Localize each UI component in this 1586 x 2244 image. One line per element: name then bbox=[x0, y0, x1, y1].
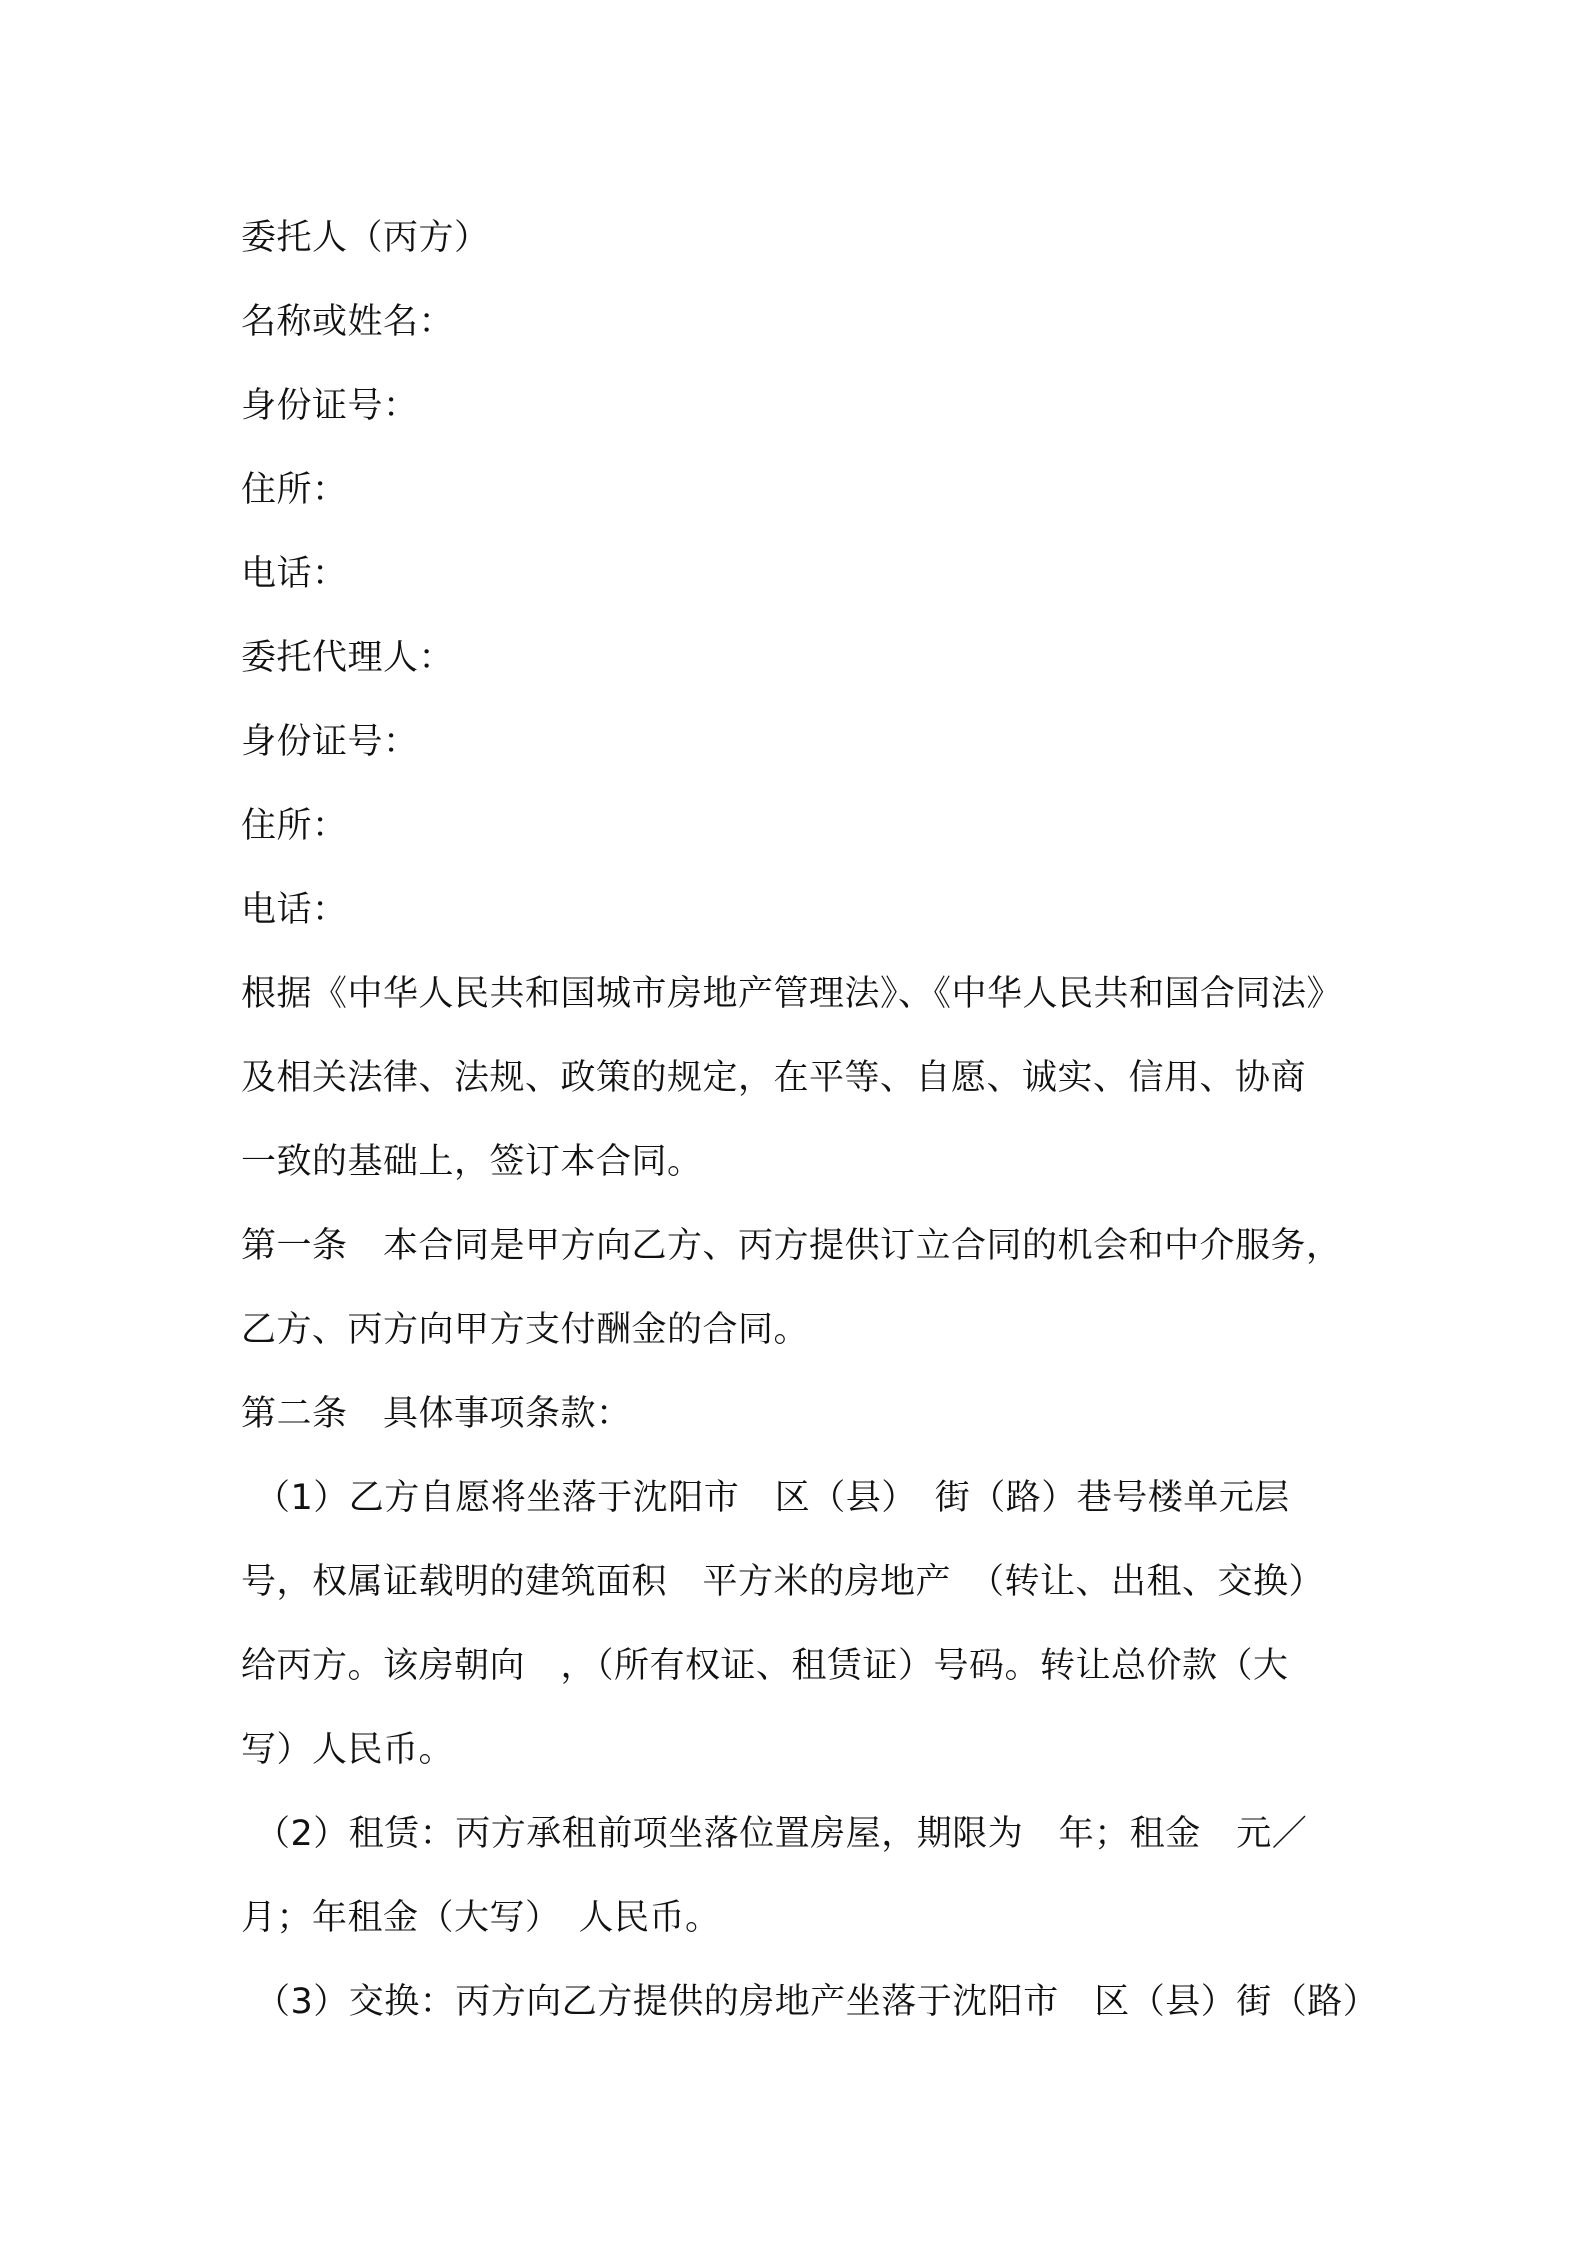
agent-phone-label: 电话： bbox=[241, 890, 348, 930]
article-1-line-1: 第一条 本合同是甲方向乙方、丙方提供订立合同的机会和中介服务， bbox=[241, 1226, 1342, 1266]
document-page bbox=[241, 196, 1379, 2044]
clause-1-line-2: 号，权属证载明的建筑面积 平方米的房地产 （转让、出租、交换） bbox=[241, 1562, 1325, 1602]
clause-2-line-1: （2）租赁：丙方承租前项坐落位置房屋，期限为 年；租金 元／ bbox=[255, 1814, 1308, 1854]
agent-id-label: 身份证号： bbox=[241, 722, 419, 762]
clause-2-line-2: 月；年租金（大写） 人民币。 bbox=[241, 1898, 721, 1938]
party-c-heading: 委托人（丙方） bbox=[241, 218, 490, 258]
preamble-line-1: 根据《中华人民共和国城市房地产管理法》、《中华人民共和国合同法》 bbox=[241, 974, 1343, 1014]
clause-1-line-4: 写）人民币。 bbox=[241, 1730, 455, 1770]
article-2-heading: 第二条 具体事项条款： bbox=[241, 1394, 632, 1434]
clause-3-line-1: （3）交换：丙方向乙方提供的房地产坐落于沈阳市 区（县）街（路） bbox=[255, 1982, 1379, 2022]
article-1-line-2: 乙方、丙方向甲方支付酬金的合同。 bbox=[241, 1310, 810, 1350]
party-c-phone-label: 电话： bbox=[241, 554, 348, 594]
preamble-line-2: 及相关法律、法规、政策的规定，在平等、自愿、诚实、信用、协商 bbox=[241, 1058, 1307, 1098]
agent-address-label: 住所： bbox=[241, 806, 348, 846]
party-c-name-label: 名称或姓名： bbox=[241, 302, 455, 342]
party-c-address-label: 住所： bbox=[241, 470, 348, 510]
clause-1-line-3: 给丙方。该房朝向 ，（所有权证、租赁证）号码。转让总价款（大 bbox=[241, 1646, 1289, 1686]
party-c-id-label: 身份证号： bbox=[241, 386, 419, 426]
agent-label: 委托代理人： bbox=[241, 638, 455, 678]
preamble-line-3: 一致的基础上，签订本合同。 bbox=[241, 1142, 703, 1182]
clause-1-line-1: （1）乙方自愿将坐落于沈阳市 区（县） 街（路）巷号楼单元层 bbox=[255, 1478, 1290, 1518]
